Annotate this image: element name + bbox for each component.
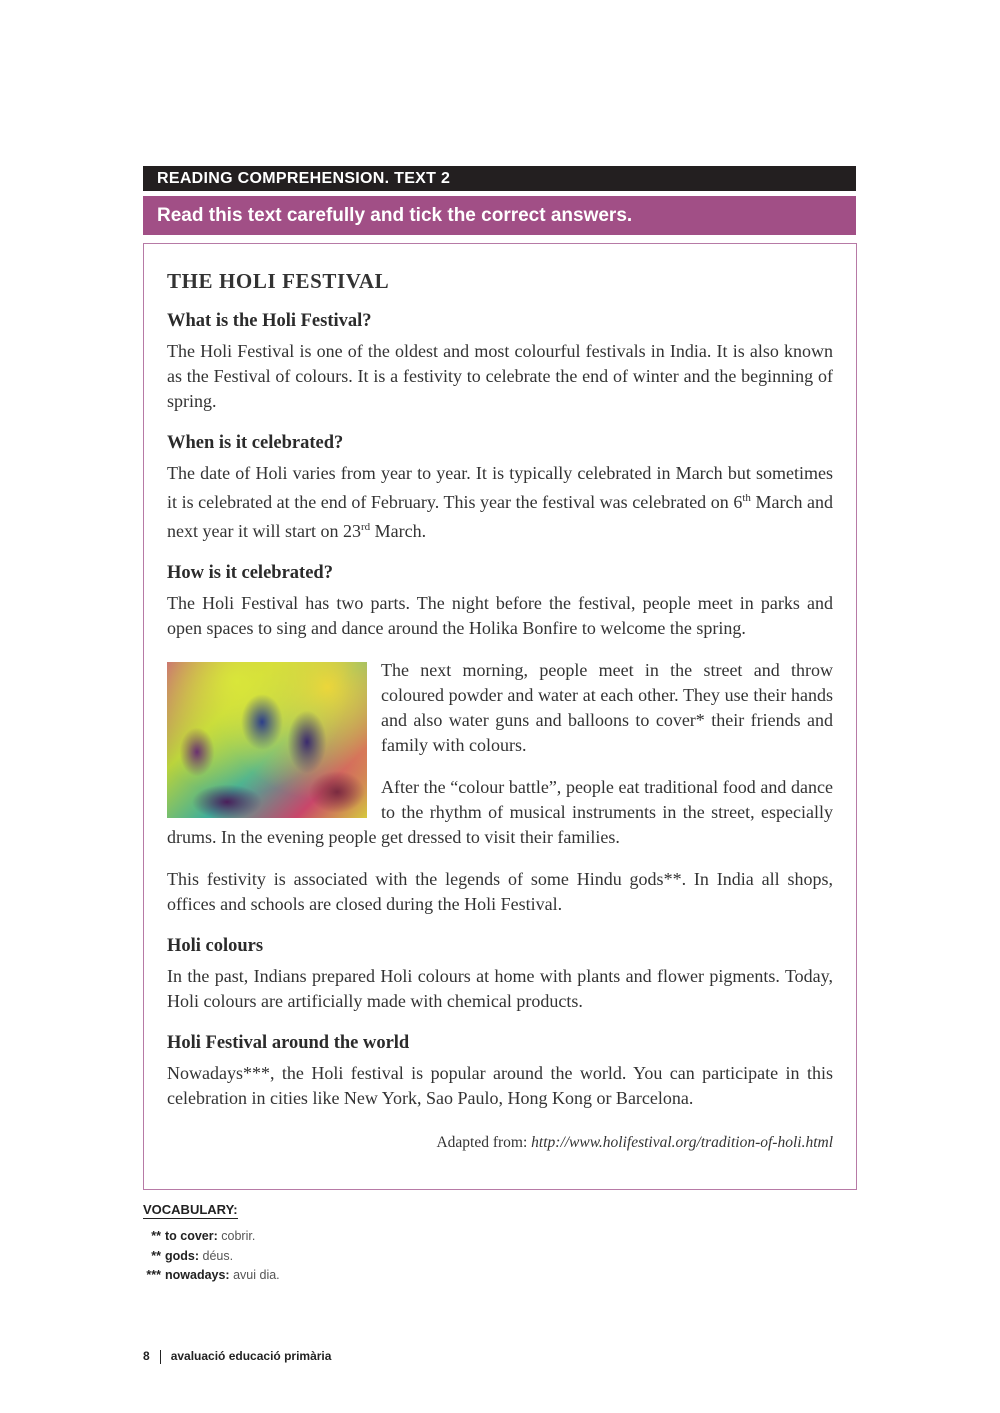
heading-colours: Holi colours [167, 936, 264, 956]
instruction-banner: Read this text carefully and tick the correct answers. [143, 196, 856, 235]
paragraph-how-1: The Holi Festival has two parts. The night before the festival, people meet in parks and open spaces to sing and dance around the Holika Bonfire to welcome the spring. [167, 593, 833, 638]
heading-world: Holi Festival around the world [167, 1033, 410, 1053]
heading-when: When is it celebrated? [167, 433, 344, 453]
article-title: THE HOLI FESTIVAL [167, 269, 390, 293]
paragraph-how-4: This festivity is associated with the legends of some Hindu gods**. In India all shops, offices and schools are closed during the Holi Festival. [167, 869, 833, 914]
source-line [167, 1132, 833, 1154]
paragraph-world: Nowadays***, the Holi festival is popular around the world. You can participate in this celebration in cities like New York, Sao Paulo, Hong Kong or Barcelona. [167, 1063, 833, 1108]
paragraph-what: The Holi Festival is one of the oldest and most colourful festivals in India. It is also known as the Festival of colours. It is a festivity to celebrate the end of winter and the beginning of spring. [167, 341, 833, 411]
footer-label: avaluació educació primària [170, 1349, 332, 1363]
vocab-item: *** nowadays: avui dia. [146, 1268, 280, 1282]
footer-divider [160, 1350, 161, 1364]
vocab-item: ** gods: déus. [151, 1248, 234, 1263]
paragraph-how-3: After the “colour battle”, people eat traditional food and dance to the rhythm of musical instruments in the street, especially drums. In the evening people get dressed to visit their families. [167, 777, 833, 847]
section-label: READING COMPREHENSION. TEXT 2 [143, 166, 856, 191]
heading-what: What is the Holi Festival? [167, 311, 372, 331]
photo-block [167, 658, 833, 850]
source-url: http://www.holifestival.org/tradition-of-holi.html [531, 1134, 833, 1151]
paragraph-how-2: The next morning, people meet in the street and throw coloured powder and water at each other. They use their hands and also water guns and balloons to cover* their friends and family with colours. [381, 660, 833, 755]
vocabulary-title: VOCABULARY: [143, 1202, 238, 1217]
article [167, 262, 833, 1154]
vocabulary [143, 1201, 280, 1286]
page-number: 8 [143, 1349, 150, 1363]
paragraph-when: The date of Holi varies from year to year. It is typically celebrated in March but sometimes it is celebrated at the end of February. This year the festival was celebrated on 6th March and next year it will start on 23rd March. [167, 463, 833, 541]
paragraph-colours: In the past, Indians prepared Holi colours at home with plants and flower pigments. Today, Holi colours are artificially made with chemical products. [167, 966, 833, 1011]
heading-how: How is it celebrated? [167, 563, 333, 583]
source-prefix: Adapted from: [436, 1134, 528, 1151]
vocab-item: ** to cover: cobrir. [151, 1229, 256, 1243]
page-footer [143, 1347, 331, 1365]
holi-festival-photo-icon [167, 662, 367, 818]
